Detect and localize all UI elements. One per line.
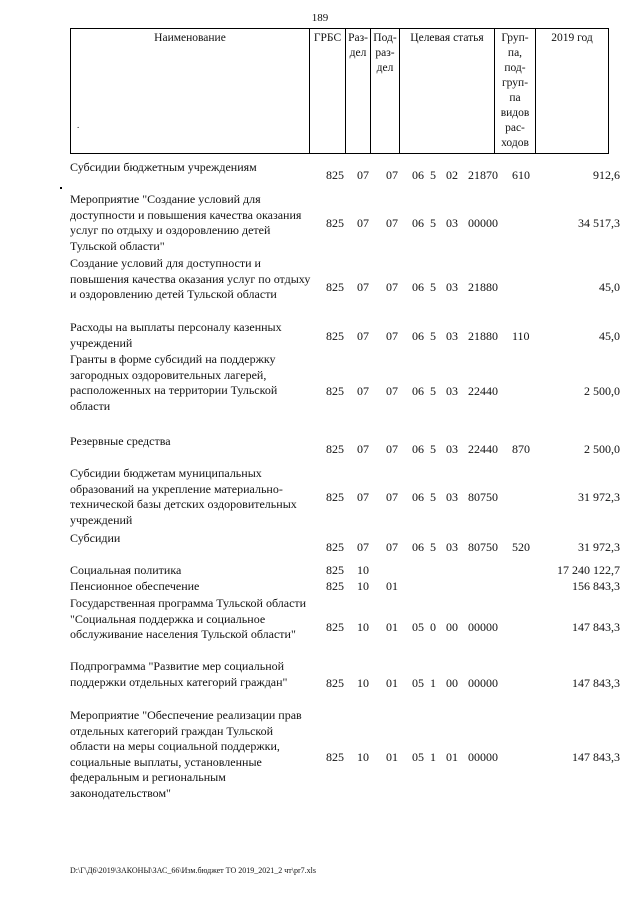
page-number: 189 xyxy=(311,12,329,24)
row-amount: 147 843,3 xyxy=(572,750,620,764)
table-header xyxy=(70,28,609,154)
row-target-subprogram: 5 xyxy=(430,540,436,554)
row-target-subprogram: 5 xyxy=(430,216,436,230)
row-razdel: 07 xyxy=(357,329,369,343)
row-amount: 31 972,3 xyxy=(578,490,620,504)
row-podrazdel: 01 xyxy=(386,750,398,764)
row-name: Гранты в форме субсидий на поддержку загородных оздоровительных лагерей, расположенных на территории Тульской области xyxy=(70,352,278,413)
row-target-direction: 21880 xyxy=(468,329,498,343)
row-grbs: 825 xyxy=(326,563,344,577)
row-grbs: 825 xyxy=(326,490,344,504)
row-target-event: 00 xyxy=(446,620,458,634)
row-podrazdel: 07 xyxy=(386,540,398,554)
row-amount: 34 517,3 xyxy=(578,216,620,230)
row-name: Субсидии бюджетам муниципальных образований на укрепление материально-технической базы детских оздоровительных учреждений xyxy=(70,466,297,527)
row-target-program: 06 xyxy=(412,216,424,230)
row-podrazdel: 07 xyxy=(386,280,398,294)
row-name: Мероприятие "Обеспечение реализации прав отдельных категорий граждан Тульской области на меры социальной поддержки, социальные выплаты, установленные федеральным и региональным законодательством" xyxy=(70,708,302,800)
row-amount: 156 843,3 xyxy=(572,579,620,593)
row-amount: 45,0 xyxy=(599,329,620,343)
row-target-direction: 00000 xyxy=(468,216,498,230)
row-target-direction: 00000 xyxy=(468,676,498,690)
row-target-direction: 21880 xyxy=(468,280,498,294)
row-target-event: 03 xyxy=(446,384,458,398)
row-target-subprogram: 5 xyxy=(430,168,436,182)
row-target-direction: 22440 xyxy=(468,384,498,398)
row-target-program: 06 xyxy=(412,442,424,456)
row-target-direction: 22440 xyxy=(468,442,498,456)
row-target-direction: 21870 xyxy=(468,168,498,182)
row-target-event: 03 xyxy=(446,216,458,230)
row-name: Создание условий для доступности и повышения качества оказания услуг по отдыху и оздоровлению детей Тульской области xyxy=(70,256,311,301)
row-target-event: 01 xyxy=(446,750,458,764)
row-name: Государственная программа Тульской области "Социальная поддержка и социальное обслуживание населения Тульской области" xyxy=(70,596,307,641)
header-podrazdel: Под- раз- дел xyxy=(371,29,400,154)
row-amount: 31 972,3 xyxy=(578,540,620,554)
row-amount: 2 500,0 xyxy=(584,384,620,398)
row-podrazdel: 01 xyxy=(386,579,398,593)
row-grbs: 825 xyxy=(326,442,344,456)
row-razdel: 07 xyxy=(357,168,369,182)
row-target-event: 03 xyxy=(446,329,458,343)
row-target-event: 03 xyxy=(446,442,458,456)
row-target-program: 06 xyxy=(412,329,424,343)
row-target-event: 03 xyxy=(446,540,458,554)
row-grbs: 825 xyxy=(326,280,344,294)
row-grbs: 825 xyxy=(326,329,344,343)
row-target-program: 06 xyxy=(412,540,424,554)
row-target-event: 02 xyxy=(446,168,458,182)
header-year: 2019 год xyxy=(536,29,609,154)
row-target-program: 06 xyxy=(412,490,424,504)
row-target-direction: 00000 xyxy=(468,620,498,634)
row-target-program: 05 xyxy=(412,676,424,690)
row-target-subprogram: 5 xyxy=(430,490,436,504)
row-target-subprogram: 0 xyxy=(430,620,436,634)
row-razdel: 07 xyxy=(357,216,369,230)
row-target-event: 00 xyxy=(446,676,458,690)
row-name: Пенсионное обеспечение xyxy=(70,579,200,593)
row-razdel: 10 xyxy=(357,563,369,577)
row-target-subprogram: 5 xyxy=(430,384,436,398)
row-podrazdel: 07 xyxy=(386,216,398,230)
row-grbs: 825 xyxy=(326,540,344,554)
row-target-subprogram: 5 xyxy=(430,442,436,456)
row-target-direction: 80750 xyxy=(468,540,498,554)
row-target-program: 06 xyxy=(412,280,424,294)
row-podrazdel: 01 xyxy=(386,676,398,690)
row-grbs: 825 xyxy=(326,384,344,398)
row-grbs: 825 xyxy=(326,216,344,230)
row-name: Расходы на выплаты персоналу казенных учреждений xyxy=(70,320,282,350)
row-amount: 147 843,3 xyxy=(572,676,620,690)
row-expense-group: 520 xyxy=(512,540,530,554)
row-expense-group: 870 xyxy=(512,442,530,456)
header-target-article: Целевая статья xyxy=(400,29,495,154)
row-razdel: 10 xyxy=(357,579,369,593)
row-target-subprogram: 1 xyxy=(430,676,436,690)
row-grbs: 825 xyxy=(326,676,344,690)
row-podrazdel: 07 xyxy=(386,490,398,504)
row-target-subprogram: 5 xyxy=(430,280,436,294)
row-name: Мероприятие "Создание условий для доступности и повышения качества оказания услуг по отдыху и оздоровлению детей Тульской области" xyxy=(70,192,302,253)
header-group: Груп- па, под- груп- па видов рас- ходов xyxy=(495,29,536,154)
row-razdel: 07 xyxy=(357,442,369,456)
header-razdel: Раз- дел xyxy=(346,29,371,154)
row-podrazdel: 07 xyxy=(386,168,398,182)
row-amount: 147 843,3 xyxy=(572,620,620,634)
row-grbs: 825 xyxy=(326,750,344,764)
file-path-footer: D:\Г\Д6\2019\ЗАКОНЫ\ЗАС_66\Изм.бюджет ТО 2019_2021_2 чт\pr7.xls xyxy=(70,866,316,875)
row-name: Резервные средства xyxy=(70,434,171,448)
row-target-subprogram: 1 xyxy=(430,750,436,764)
row-amount: 2 500,0 xyxy=(584,442,620,456)
row-grbs: 825 xyxy=(326,168,344,182)
row-target-program: 05 xyxy=(412,750,424,764)
row-podrazdel: 07 xyxy=(386,442,398,456)
row-razdel: 07 xyxy=(357,540,369,554)
row-name: Субсидии бюджетным учреждениям xyxy=(70,160,257,174)
row-razdel: 07 xyxy=(357,384,369,398)
row-target-event: 03 xyxy=(446,490,458,504)
row-target-direction: 80750 xyxy=(468,490,498,504)
row-amount: 912,6 xyxy=(593,168,620,182)
row-name: Субсидии xyxy=(70,531,121,545)
row-expense-group: 110 xyxy=(512,329,530,343)
margin-mark xyxy=(60,187,62,189)
row-razdel: 10 xyxy=(357,750,369,764)
row-target-program: 06 xyxy=(412,384,424,398)
row-target-program: 05 xyxy=(412,620,424,634)
row-expense-group: 610 xyxy=(512,168,530,182)
row-grbs: 825 xyxy=(326,579,344,593)
row-grbs: 825 xyxy=(326,620,344,634)
row-podrazdel: 01 xyxy=(386,620,398,634)
row-razdel: 10 xyxy=(357,620,369,634)
row-target-event: 03 xyxy=(446,280,458,294)
row-razdel: 07 xyxy=(357,280,369,294)
row-target-program: 06 xyxy=(412,168,424,182)
row-name: Подпрограмма "Развитие мер социальной поддержки отдельных категорий граждан" xyxy=(70,659,288,689)
row-amount: 17 240 122,7 xyxy=(557,563,620,577)
header-mark: . xyxy=(77,120,80,130)
row-amount: 45,0 xyxy=(599,280,620,294)
row-podrazdel: 07 xyxy=(386,384,398,398)
row-razdel: 10 xyxy=(357,676,369,690)
row-razdel: 07 xyxy=(357,490,369,504)
row-target-subprogram: 5 xyxy=(430,329,436,343)
header-grbs: ГРБС xyxy=(310,29,346,154)
row-podrazdel: 07 xyxy=(386,329,398,343)
row-name: Социальная политика xyxy=(70,563,182,577)
header-name: Наименование xyxy=(71,29,310,154)
row-target-direction: 00000 xyxy=(468,750,498,764)
